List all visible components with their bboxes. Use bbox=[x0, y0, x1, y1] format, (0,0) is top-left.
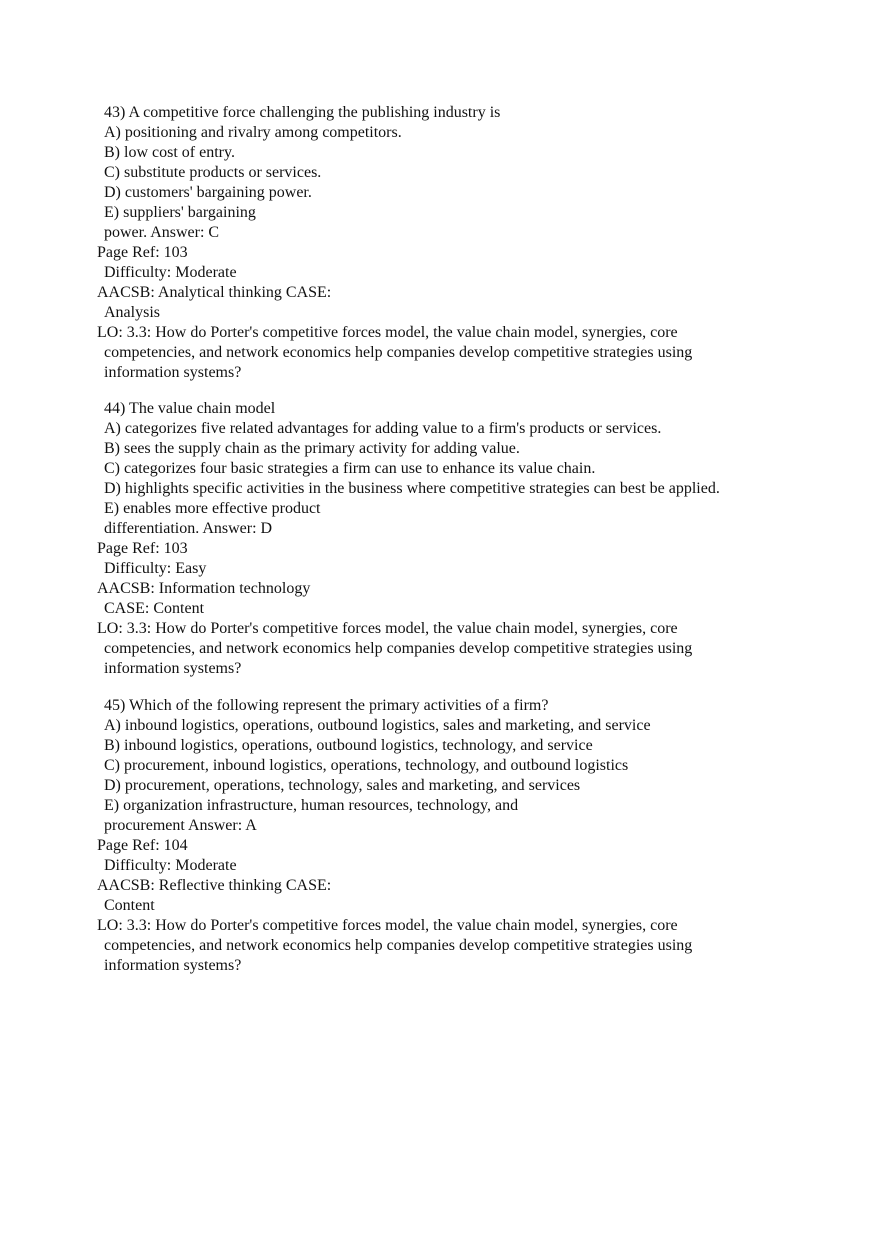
page-ref: Page Ref: 103 bbox=[97, 244, 188, 261]
case-value: CASE: Content bbox=[104, 600, 205, 617]
answer-line: procurement Answer: A bbox=[104, 817, 257, 834]
option-a: A) positioning and rivalry among competitors. bbox=[104, 124, 402, 141]
question-stem: 43) A competitive force challenging the publishing industry is bbox=[104, 104, 501, 121]
learning-objective-cont: information systems? bbox=[104, 364, 242, 381]
option-e: E) suppliers' bargaining bbox=[104, 204, 256, 221]
learning-objective-cont: competencies, and network economics help companies develop competitive strategies using bbox=[104, 344, 693, 361]
learning-objective: LO: 3.3: How do Porter's competitive forces model, the value chain model, synergies, core bbox=[97, 917, 678, 934]
learning-objective: LO: 3.3: How do Porter's competitive forces model, the value chain model, synergies, core bbox=[97, 324, 678, 341]
question-stem: 44) The value chain model bbox=[104, 400, 276, 417]
learning-objective-cont: competencies, and network economics help companies develop competitive strategies using bbox=[104, 937, 693, 954]
option-d: D) procurement, operations, technology, sales and marketing, and services bbox=[104, 777, 581, 794]
aacsb: AACSB: Reflective thinking CASE: bbox=[97, 877, 332, 894]
difficulty: Difficulty: Moderate bbox=[104, 264, 237, 281]
case-value: Analysis bbox=[104, 304, 160, 321]
page-ref: Page Ref: 104 bbox=[97, 837, 188, 854]
option-c: C) substitute products or services. bbox=[104, 164, 322, 181]
difficulty: Difficulty: Easy bbox=[104, 560, 207, 577]
option-d: D) highlights specific activities in the business where competitive strategies can best be applied. bbox=[104, 480, 720, 497]
option-b: B) low cost of entry. bbox=[104, 144, 235, 161]
option-e: E) enables more effective product bbox=[104, 500, 321, 517]
difficulty: Difficulty: Moderate bbox=[104, 857, 237, 874]
option-b: B) inbound logistics, operations, outbound logistics, technology, and service bbox=[104, 737, 593, 754]
option-e: E) organization infrastructure, human resources, technology, and bbox=[104, 797, 519, 814]
case-value: Content bbox=[104, 897, 155, 914]
question-stem: 45) Which of the following represent the primary activities of a firm? bbox=[104, 697, 549, 714]
option-d: D) customers' bargaining power. bbox=[104, 184, 312, 201]
page-ref: Page Ref: 103 bbox=[97, 540, 188, 557]
aacsb: AACSB: Information technology bbox=[97, 580, 311, 597]
learning-objective-cont: information systems? bbox=[104, 660, 242, 677]
learning-objective-cont: information systems? bbox=[104, 957, 242, 974]
answer-line: power. Answer: C bbox=[104, 224, 220, 241]
learning-objective: LO: 3.3: How do Porter's competitive forces model, the value chain model, synergies, core bbox=[97, 620, 678, 637]
option-a: A) inbound logistics, operations, outbound logistics, sales and marketing, and service bbox=[104, 717, 651, 734]
option-c: C) categorizes four basic strategies a firm can use to enhance its value chain. bbox=[104, 460, 596, 477]
learning-objective-cont: competencies, and network economics help companies develop competitive strategies using bbox=[104, 640, 693, 657]
answer-line: differentiation. Answer: D bbox=[104, 520, 273, 537]
option-a: A) categorizes five related advantages for adding value to a firm's products or services. bbox=[104, 420, 662, 437]
option-b: B) sees the supply chain as the primary activity for adding value. bbox=[104, 440, 520, 457]
aacsb: AACSB: Analytical thinking CASE: bbox=[97, 284, 332, 301]
option-c: C) procurement, inbound logistics, operations, technology, and outbound logistics bbox=[104, 757, 629, 774]
